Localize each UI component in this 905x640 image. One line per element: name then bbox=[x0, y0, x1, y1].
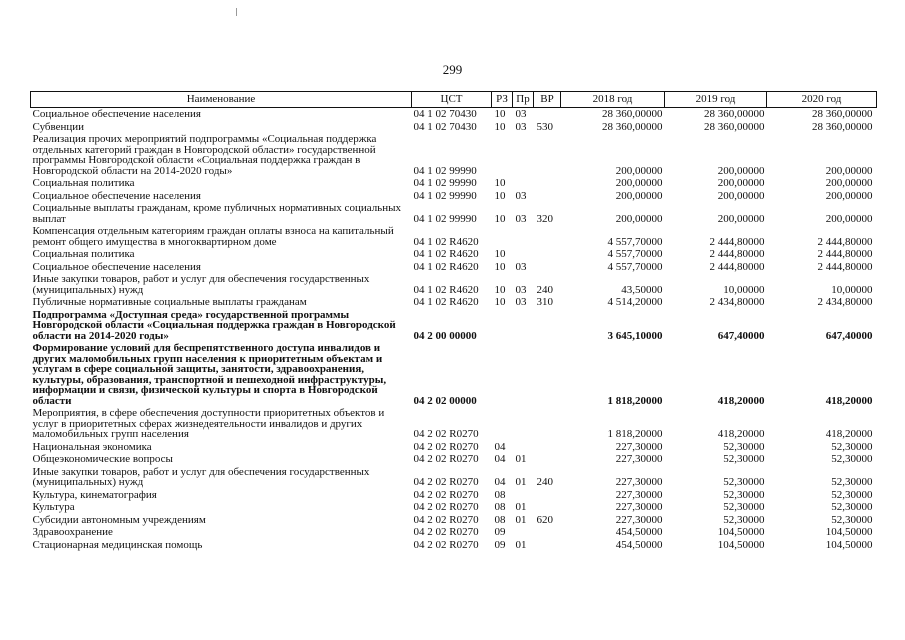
header-pr: Пр bbox=[513, 92, 534, 108]
cell-y2019: 104,50000 bbox=[717, 526, 765, 538]
table-row bbox=[31, 202, 877, 225]
cell-y2018: 1 818,20000 bbox=[607, 428, 663, 440]
cell-pr bbox=[513, 177, 534, 190]
cell-name: Формирование условий для беспрепятственного доступа инвалидов и других маломобильных групп населения к приоритетным объектам и услугам в сфере социальной защиты, занятости, здравоохранения, культуры, образования, транспортной и пешеходной инфраструктуры, информации и связи, физической культуры и спорта в Новгородской области bbox=[32, 342, 387, 407]
table-row bbox=[31, 261, 877, 274]
cell-y2020: 52,30000 bbox=[831, 488, 873, 501]
cell-cst: 04 1 02 R4620 bbox=[413, 248, 479, 260]
cell-vr bbox=[534, 225, 561, 248]
cell-pr bbox=[513, 133, 534, 177]
cell-vr bbox=[534, 108, 561, 121]
cell-rz: 08 bbox=[494, 488, 506, 501]
cell-pr bbox=[513, 526, 534, 539]
cell-y2018: 454,50000 bbox=[615, 526, 663, 538]
cell-cst: 04 1 02 99990 bbox=[413, 212, 477, 225]
table-row bbox=[31, 453, 877, 466]
cell-vr: 240 bbox=[536, 476, 553, 488]
cell-rz: 08 bbox=[494, 513, 506, 526]
cell-y2020: 104,50000 bbox=[825, 538, 873, 551]
cell-vr bbox=[534, 261, 561, 274]
cell-y2019: 52,30000 bbox=[723, 476, 765, 488]
table-header-row bbox=[31, 92, 877, 108]
cell-y2018: 28 360,00000 bbox=[602, 108, 663, 120]
cell-y2018: 227,30000 bbox=[615, 501, 663, 513]
cell-name: Стационарная медицинская помощь bbox=[32, 538, 203, 551]
cell-y2020: 104,50000 bbox=[825, 526, 873, 538]
cell-y2019: 647,40000 bbox=[717, 329, 765, 342]
table-row bbox=[31, 441, 877, 454]
table-row bbox=[31, 501, 877, 514]
cell-pr: 03 bbox=[515, 189, 527, 202]
cell-name: Национальная экономика bbox=[32, 440, 152, 453]
cell-pr: 03 bbox=[515, 120, 527, 133]
cell-cst: 04 2 02 R0270 bbox=[413, 488, 479, 501]
cell-rz: 04 bbox=[494, 440, 506, 453]
cell-y2019: 52,30000 bbox=[723, 440, 765, 453]
cell-pr: 03 bbox=[515, 296, 527, 308]
table-row bbox=[31, 489, 877, 502]
cell-rz: 04 bbox=[494, 476, 506, 488]
cell-cst: 04 1 02 R4620 bbox=[413, 260, 479, 273]
cell-cst: 04 2 02 R0270 bbox=[413, 476, 479, 488]
cell-y2018: 28 360,00000 bbox=[602, 120, 663, 133]
cell-vr bbox=[534, 190, 561, 203]
cell-rz: 10 bbox=[494, 260, 506, 273]
cell-vr: 530 bbox=[536, 120, 553, 133]
cell-rz: 04 bbox=[494, 453, 506, 465]
cell-pr bbox=[513, 407, 534, 441]
table-row bbox=[31, 248, 877, 261]
cell-name: Реализация прочих мероприятий подпрограммы «Социальная поддержка отдельных категорий граждан в Новгородской области» государственной программы Новгородской области «Социальная поддержка граждан в Новгородской области на 2014-2020 годы» bbox=[32, 133, 377, 177]
table-row bbox=[31, 407, 877, 441]
cell-pr bbox=[513, 309, 534, 343]
cell-y2018: 227,30000 bbox=[615, 476, 663, 488]
cell-cst: 04 1 02 99990 bbox=[413, 189, 477, 202]
cell-y2020: 52,30000 bbox=[831, 513, 873, 526]
cell-pr: 03 bbox=[515, 260, 527, 273]
scan-mark bbox=[236, 8, 237, 16]
cell-name: Культура bbox=[32, 501, 75, 513]
cell-y2020: 2 434,80000 bbox=[817, 296, 873, 308]
table-row bbox=[31, 108, 877, 121]
budget-table bbox=[30, 91, 877, 551]
cell-pr: 01 bbox=[515, 453, 527, 465]
cell-y2019: 104,50000 bbox=[717, 538, 765, 551]
cell-y2020: 52,30000 bbox=[831, 440, 873, 453]
cell-rz: 10 bbox=[494, 120, 506, 133]
header-2020: 2020 год bbox=[767, 92, 877, 108]
cell-vr bbox=[534, 133, 561, 177]
table-row bbox=[31, 121, 877, 134]
cell-vr bbox=[534, 539, 561, 552]
cell-name: Мероприятия, в сфере обеспечения доступности приоритетных объектов и услуг в приоритетных сферах жизнедеятельности инвалидов и других маломобильных групп населения bbox=[32, 407, 385, 440]
cell-cst: 04 1 02 R4620 bbox=[413, 235, 479, 248]
cell-y2019: 52,30000 bbox=[723, 513, 765, 526]
cell-pr: 01 bbox=[515, 501, 527, 513]
cell-cst: 04 1 02 70430 bbox=[413, 108, 477, 120]
cell-y2020: 418,20000 bbox=[825, 394, 873, 407]
cell-y2018: 227,30000 bbox=[615, 488, 663, 501]
cell-y2020: 52,30000 bbox=[831, 501, 873, 513]
cell-name: Иные закупки товаров, работ и услуг для обеспечения государственных (муниципальных) нужд bbox=[32, 465, 370, 488]
cell-y2018: 3 645,10000 bbox=[607, 329, 663, 342]
cell-cst: 04 2 02 R0270 bbox=[413, 526, 479, 538]
cell-pr bbox=[513, 342, 534, 407]
cell-name: Общеэкономические вопросы bbox=[32, 453, 173, 465]
cell-vr bbox=[534, 248, 561, 261]
cell-y2019: 200,00000 bbox=[717, 164, 765, 177]
cell-rz: 10 bbox=[494, 248, 506, 260]
header-rz: РЗ bbox=[492, 92, 513, 108]
cell-y2020: 28 360,00000 bbox=[812, 108, 873, 120]
cell-y2019: 28 360,00000 bbox=[704, 120, 765, 133]
header-vr: ВР bbox=[534, 92, 561, 108]
cell-vr: 240 bbox=[536, 283, 553, 296]
cell-vr bbox=[534, 441, 561, 454]
cell-name: Компенсация отдельным категориям граждан оплаты взноса на капитальный ремонт общего имущества в многоквартирном доме bbox=[32, 225, 394, 248]
header-2019: 2019 год bbox=[665, 92, 767, 108]
cell-vr bbox=[534, 309, 561, 343]
cell-y2020: 2 444,80000 bbox=[817, 235, 873, 248]
cell-rz bbox=[492, 225, 513, 248]
cell-cst: 04 2 02 00000 bbox=[413, 394, 477, 407]
cell-y2018: 4 557,70000 bbox=[607, 248, 663, 260]
cell-vr: 310 bbox=[536, 296, 553, 308]
cell-name: Социальное обеспечение населения bbox=[32, 260, 201, 273]
cell-cst: 04 2 02 R0270 bbox=[413, 513, 479, 526]
cell-name: Социальная политика bbox=[32, 248, 135, 260]
cell-pr: 03 bbox=[515, 108, 527, 120]
cell-cst: 04 2 02 R0270 bbox=[413, 440, 479, 453]
cell-cst: 04 2 02 R0270 bbox=[413, 428, 479, 440]
table-row bbox=[31, 539, 877, 552]
cell-y2019: 2 444,80000 bbox=[709, 248, 765, 260]
cell-vr bbox=[534, 453, 561, 466]
cell-name: Культура, кинематография bbox=[32, 488, 157, 501]
table-row bbox=[31, 133, 877, 177]
cell-pr bbox=[513, 489, 534, 502]
cell-y2018: 200,00000 bbox=[615, 177, 663, 189]
table-row bbox=[31, 190, 877, 203]
cell-y2018: 4 557,70000 bbox=[607, 235, 663, 248]
cell-rz: 10 bbox=[494, 177, 506, 189]
cell-y2019: 200,00000 bbox=[717, 189, 765, 202]
cell-y2019: 52,30000 bbox=[723, 501, 765, 513]
cell-y2020: 200,00000 bbox=[825, 189, 873, 202]
cell-vr bbox=[534, 177, 561, 190]
cell-y2018: 200,00000 bbox=[615, 212, 663, 225]
cell-cst: 04 1 02 R4620 bbox=[413, 296, 479, 308]
cell-rz: 10 bbox=[494, 212, 506, 225]
cell-pr: 03 bbox=[515, 283, 527, 296]
table-row bbox=[31, 177, 877, 190]
cell-y2018: 227,30000 bbox=[615, 453, 663, 465]
cell-rz bbox=[492, 342, 513, 407]
cell-y2019: 418,20000 bbox=[717, 428, 765, 440]
cell-y2019: 10,00000 bbox=[723, 283, 765, 296]
cell-rz bbox=[492, 309, 513, 343]
cell-name: Социальная политика bbox=[32, 177, 135, 189]
cell-name: Здравоохранение bbox=[32, 526, 113, 538]
cell-y2018: 454,50000 bbox=[615, 538, 663, 551]
cell-y2020: 2 444,80000 bbox=[817, 248, 873, 260]
cell-pr: 01 bbox=[515, 513, 527, 526]
cell-y2020: 647,40000 bbox=[825, 329, 873, 342]
cell-y2019: 52,30000 bbox=[723, 453, 765, 465]
table-row bbox=[31, 225, 877, 248]
cell-name: Социальные выплаты гражданам, кроме публичных нормативных социальных выплат bbox=[32, 202, 401, 225]
cell-rz bbox=[492, 133, 513, 177]
cell-y2018: 4 557,70000 bbox=[607, 260, 663, 273]
header-name: Наименование bbox=[31, 92, 412, 108]
cell-y2020: 2 444,80000 bbox=[817, 260, 873, 273]
cell-cst: 04 1 02 99990 bbox=[413, 177, 477, 189]
cell-cst: 04 2 02 R0270 bbox=[413, 453, 479, 465]
cell-rz: 08 bbox=[494, 501, 506, 513]
cell-cst: 04 2 02 R0270 bbox=[413, 501, 479, 513]
cell-y2018: 200,00000 bbox=[615, 164, 663, 177]
cell-pr bbox=[513, 441, 534, 454]
cell-y2020: 418,20000 bbox=[825, 428, 873, 440]
cell-name: Социальное обеспечение населения bbox=[32, 189, 201, 202]
cell-y2019: 200,00000 bbox=[717, 177, 765, 189]
cell-y2018: 43,50000 bbox=[621, 283, 663, 296]
table-row bbox=[31, 526, 877, 539]
cell-name: Субвенции bbox=[32, 120, 85, 133]
cell-rz: 10 bbox=[494, 296, 506, 308]
table-body bbox=[31, 108, 877, 552]
table-row bbox=[31, 514, 877, 527]
cell-pr bbox=[513, 225, 534, 248]
cell-y2019: 2 444,80000 bbox=[709, 235, 765, 248]
cell-rz bbox=[492, 407, 513, 441]
cell-rz: 10 bbox=[494, 283, 506, 296]
cell-cst: 04 1 02 99990 bbox=[413, 164, 477, 177]
cell-pr: 03 bbox=[515, 212, 527, 225]
cell-y2020: 28 360,00000 bbox=[812, 120, 873, 133]
cell-cst: 04 1 02 70430 bbox=[413, 120, 477, 133]
cell-y2020: 200,00000 bbox=[825, 212, 873, 225]
cell-y2019: 200,00000 bbox=[717, 212, 765, 225]
cell-pr: 01 bbox=[515, 476, 527, 488]
cell-vr bbox=[534, 407, 561, 441]
cell-y2019: 52,30000 bbox=[723, 488, 765, 501]
cell-y2018: 200,00000 bbox=[615, 189, 663, 202]
cell-rz: 10 bbox=[494, 189, 506, 202]
cell-vr bbox=[534, 342, 561, 407]
table-row bbox=[31, 296, 877, 309]
cell-y2018: 4 514,20000 bbox=[607, 296, 663, 308]
cell-vr: 620 bbox=[536, 513, 553, 526]
header-2018: 2018 год bbox=[561, 92, 665, 108]
cell-name: Социальное обеспечение населения bbox=[32, 108, 201, 120]
cell-y2018: 227,30000 bbox=[615, 440, 663, 453]
cell-pr bbox=[513, 248, 534, 261]
cell-name: Субсидии автономным учреждениям bbox=[32, 513, 206, 526]
cell-name: Иные закупки товаров, работ и услуг для обеспечения государственных (муниципальных) нужд bbox=[32, 273, 370, 296]
cell-y2020: 200,00000 bbox=[825, 177, 873, 189]
cell-rz: 10 bbox=[494, 108, 506, 120]
cell-name: Публичные нормативные социальные выплаты гражданам bbox=[32, 296, 307, 308]
cell-rz: 09 bbox=[494, 526, 506, 538]
table-row bbox=[31, 342, 877, 407]
cell-vr bbox=[534, 501, 561, 514]
cell-vr bbox=[534, 526, 561, 539]
cell-cst: 04 2 00 00000 bbox=[413, 329, 477, 342]
cell-vr bbox=[534, 489, 561, 502]
header-cst: ЦСТ bbox=[412, 92, 492, 108]
cell-cst: 04 1 02 R4620 bbox=[413, 283, 479, 296]
cell-rz: 09 bbox=[494, 538, 506, 551]
cell-y2019: 2 444,80000 bbox=[709, 260, 765, 273]
cell-vr: 320 bbox=[536, 212, 553, 225]
cell-y2020: 10,00000 bbox=[831, 283, 873, 296]
cell-y2020: 52,30000 bbox=[831, 476, 873, 488]
table-row bbox=[31, 309, 877, 343]
cell-y2020: 52,30000 bbox=[831, 453, 873, 465]
cell-y2018: 1 818,20000 bbox=[607, 394, 663, 407]
cell-y2019: 2 434,80000 bbox=[709, 296, 765, 308]
cell-y2019: 418,20000 bbox=[717, 394, 765, 407]
table-row bbox=[31, 466, 877, 489]
cell-y2020: 200,00000 bbox=[825, 164, 873, 177]
cell-cst: 04 2 02 R0270 bbox=[413, 538, 479, 551]
cell-pr: 01 bbox=[515, 538, 527, 551]
cell-y2019: 28 360,00000 bbox=[704, 108, 765, 120]
table-row bbox=[31, 273, 877, 296]
page-number: 299 bbox=[442, 62, 463, 77]
cell-y2018: 227,30000 bbox=[615, 513, 663, 526]
cell-name: Подпрограмма «Доступная среда» государственной программы Новгородской области «Социальная поддержка граждан в Новгородской области на 2014-2020 годы» bbox=[32, 308, 396, 342]
